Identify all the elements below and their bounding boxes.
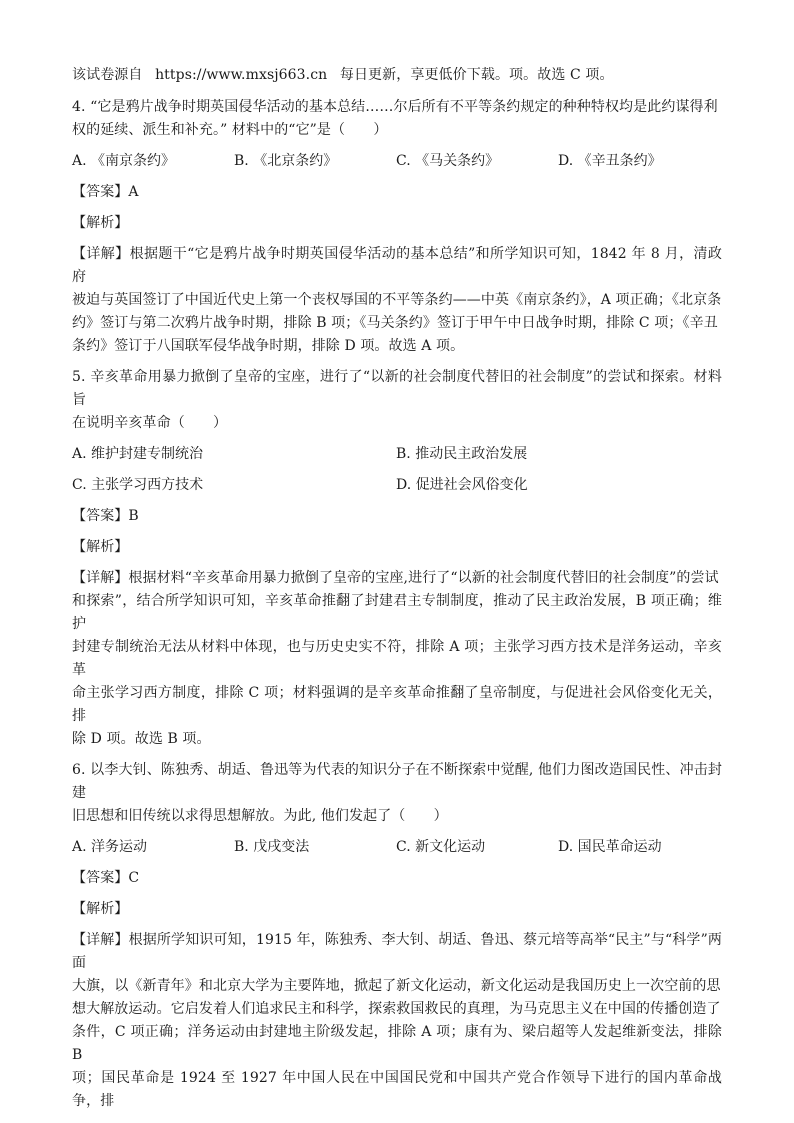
detail-line: 大旗，以《新青年》和北京大学为主要阵地，掀起了新文化运动，新文化运动是我国历史上一次空前的思 [72, 978, 721, 994]
question-5 [72, 366, 722, 751]
choice-list [72, 474, 722, 497]
choice-b: B. 戊戌变法 [234, 839, 310, 855]
analysis-label: 【解析】 [72, 901, 129, 917]
analysis-label: 【解析】 [72, 215, 129, 231]
choice-b: B. 《北京条约》 [234, 153, 338, 169]
question-stem-line: 权的延续、派生和补充。” 材料中的“它”是（ ） [72, 122, 388, 138]
choice-list [72, 443, 722, 466]
detail-line: 约》签订与第二次鸦片战争时期，排除 B 项；《马关条约》签订于甲午中日战争时期，排除 C 项；《辛丑 [72, 315, 718, 331]
document-content [72, 64, 722, 1113]
source-text: 该试卷源自 [72, 67, 143, 83]
detail-paragraph [72, 243, 722, 358]
detail-line: 条件，C 项正确；洋务运动由封建地主阶级发起，排除 A 项；康有为、梁启超等人发起维新变法，排除 B [72, 1024, 722, 1063]
detail-line: 想大解放运动。它启发着人们追求民主和科学，探索救国救民的真理，为马克思主义在中国的传播创造了 [72, 1001, 721, 1017]
detail-line: 封建专制统治无法从材料中体现，也与历史史实不符，排除 A 项；主张学习西方技术是洋务运动，辛亥革 [72, 639, 722, 678]
choice-b: B. 推动民主政治发展 [396, 446, 528, 462]
detail-line: 命主张学习西方制度，排除 C 项；材料强调的是辛亥革命推翻了皇帝制度，与促进社会风俗变化无关，排 [72, 685, 722, 724]
detail-line: 【详解】根据题干“它是鸦片战争时期英国侵华活动的基本总结”和所学知识可知，1842 年 8 月，清政府 [72, 246, 722, 285]
detail-line: 和探索”，结合所学知识可知，辛亥革命推翻了封建君主专制制度，推动了民主政治发展，B 项正确；维护 [72, 593, 722, 632]
answer-line: 【答案】B [72, 508, 139, 524]
choice-a: A. 维护封建专制统治 [72, 446, 204, 462]
choice-d: D. 国民革命运动 [558, 839, 662, 855]
detail-paragraph [72, 929, 722, 1113]
question-stem-line: 6. 以李大钊、陈独秀、胡适、鲁迅等为代表的知识分子在不断探索中觉醒, 他们力图改造国民性、冲击封建 [72, 762, 722, 801]
question-stem-line: 旧思想和旧传统以求得思想解放。为此, 他们发起了（ ） [72, 808, 448, 824]
choice-c: C. 《马关条约》 [396, 153, 500, 169]
answer-line: 【答案】C [72, 870, 140, 886]
source-header [72, 64, 722, 87]
detail-line: 【详解】根据材料“辛亥革命用暴力掀倒了皇帝的宝座,进行了“以新的社会制度代替旧的社会制度”的尝试 [72, 570, 719, 586]
analysis-label: 【解析】 [72, 539, 129, 555]
question-stem-line: 4. “它是鸦片战争时期英国侵华活动的基本总结……尔后所有不平等条约规定的种种特权均是此约谋得利 [72, 99, 718, 115]
choice-d: D. 《辛丑条约》 [558, 153, 662, 169]
detail-line: 项；国民革命是 1924 至 1927 年中国人民在中国国民党和中国共产党合作领导下进行的国内革命战争，排 [72, 1070, 722, 1109]
question-stem-line: 5. 辛亥革命用暴力掀倒了皇帝的宝座，进行了“以新的社会制度代替旧的社会制度”的尝试和探索。材料旨 [72, 369, 722, 408]
choice-list [72, 150, 722, 173]
question-6 [72, 759, 722, 1113]
detail-line: 条约》签订于八国联军侵华战争时期，排除 D 项。故选 A 项。 [72, 338, 465, 354]
question-4 [72, 96, 722, 358]
question-stem-line: 在说明辛亥革命（ ） [72, 415, 228, 431]
choice-a: A. 《南京条约》 [72, 153, 176, 169]
detail-line: 【详解】根据所学知识可知，1915 年，陈独秀、李大钊、胡适、鲁迅、蔡元培等高举“民主”与“科学”两面 [72, 932, 722, 971]
choice-d: D. 促进社会风俗变化 [396, 477, 528, 493]
source-url-link[interactable]: https://www.mxsj663.cn [155, 67, 328, 83]
choice-c: C. 新文化运动 [396, 839, 486, 855]
choice-a: A. 洋务运动 [72, 839, 148, 855]
source-update-text: 每日更新，享更低价下载。项。故选 C 项。 [339, 67, 614, 83]
choice-c: C. 主张学习西方技术 [72, 477, 204, 493]
choice-list [72, 836, 722, 859]
answer-line: 【答案】A [72, 184, 139, 200]
detail-line: 被迫与英国签订了中国近代史上第一个丧权辱国的不平等条约——中英《南京条约》，A 项正确；《北京条 [72, 292, 722, 308]
detail-paragraph [72, 567, 722, 751]
detail-line: 除 D 项。故选 B 项。 [72, 731, 211, 747]
